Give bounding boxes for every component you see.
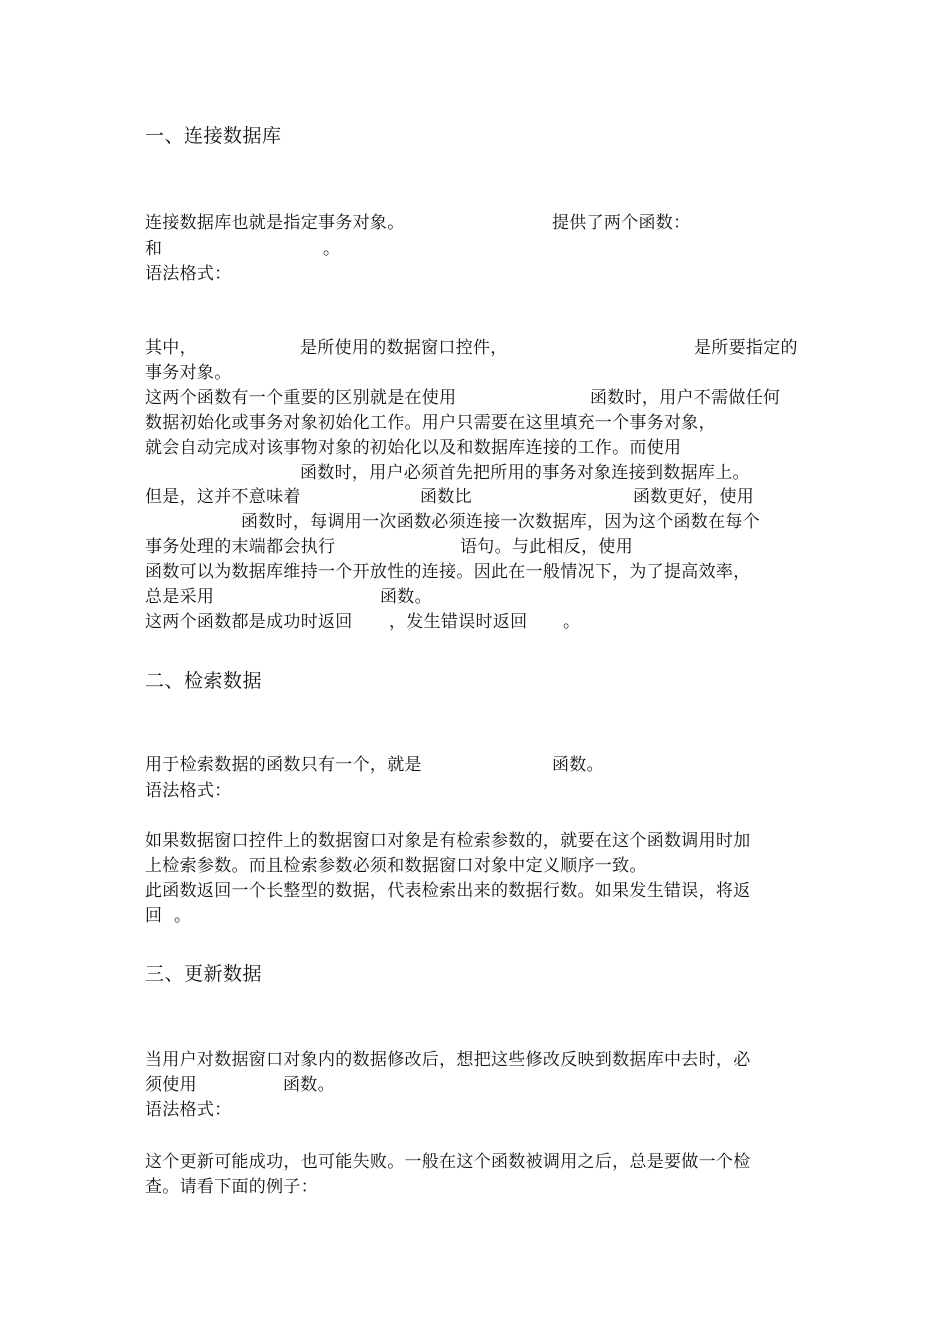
text-segment: 函数比 (420, 487, 472, 507)
syntax-label: 语法格式： (145, 1100, 232, 1120)
text-segment: 这两个函数有一个重要的区别就是在使用 (145, 388, 457, 408)
paragraph-line: 查。请看下面的例子： (145, 1177, 318, 1197)
text-segment: 语句。与此相反，使用 (460, 537, 633, 557)
text-segment: 总是采用 (145, 587, 215, 607)
text-segment: 提供了两个函数： (552, 213, 691, 233)
paragraph-line: 函数可以为数据库维持一个开放性的连接。因此在一般情况下，为了提高效率， (145, 562, 751, 582)
paragraph-line: 数据初始化或事务对象初始化工作。用户只需要在这里填充一个事务对象， (145, 413, 716, 433)
syntax-label: 语法格式： (145, 781, 232, 801)
section-heading-connect: 一、连接数据库 (145, 125, 282, 147)
text-segment: 这两个函数都是成功时返回 (145, 612, 353, 632)
text-segment: 函数。 (380, 587, 432, 607)
text-segment: 。 (174, 906, 192, 926)
paragraph-line: 这个更新可能成功，也可能失败。一般在这个函数被调用之后，总是要做一个检 (145, 1152, 751, 1172)
text-segment: 函数时，用户不需做任何 (590, 388, 781, 408)
text-segment: 连接数据库也就是指定事务对象。 (145, 213, 405, 233)
text-segment: 其中， (145, 338, 197, 358)
paragraph-line: 如果数据窗口控件上的数据窗口对象是有检索参数的，就要在这个函数调用时加 (145, 831, 751, 851)
text-segment: 函数。 (283, 1075, 335, 1095)
text-segment: 是所要指定的 (694, 338, 798, 358)
text-segment: 用于检索数据的函数只有一个，就是 (145, 755, 422, 775)
paragraph-line: 此函数返回一个长整型的数据，代表检索出来的数据行数。如果发生错误，将返 (145, 881, 751, 901)
text-segment: 是所使用的数据窗口控件， (300, 338, 508, 358)
text-segment: 。 (323, 239, 341, 259)
text-segment: 须使用 (145, 1075, 197, 1095)
paragraph-line: 上检索参数。而且检索参数必须和数据窗口对象中定义顺序一致。 (145, 856, 647, 876)
text-segment: 函数时，每调用一次函数必须连接一次数据库，因为这个函数在每个 (241, 512, 760, 532)
paragraph-line: 当用户对数据窗口对象内的数据修改后，想把这些修改反映到数据库中去时，必 (145, 1050, 751, 1070)
text-segment: 函数时，用户必须首先把所用的事务对象连接到数据库上。 (300, 463, 750, 483)
text-segment: 函数更好，使用 (633, 487, 755, 507)
text-segment: 回 (145, 906, 163, 926)
text-segment: ，发生错误时返回 (389, 612, 528, 632)
paragraph-line: 事务对象。 (145, 363, 232, 383)
text-segment: 函数。 (552, 755, 604, 775)
section-heading-update: 三、更新数据 (145, 963, 263, 985)
syntax-label: 语法格式： (145, 264, 232, 284)
text-segment: 事务处理的末端都会执行 (145, 537, 336, 557)
section-heading-retrieve: 二、检索数据 (145, 670, 263, 692)
paragraph-line: 就会自动完成对该事物对象的初始化以及和数据库连接的工作。而使用 (145, 438, 682, 458)
text-segment: 。 (563, 612, 581, 632)
text-segment: 和 (145, 239, 163, 259)
text-segment: 但是，这并不意味着 (145, 487, 301, 507)
